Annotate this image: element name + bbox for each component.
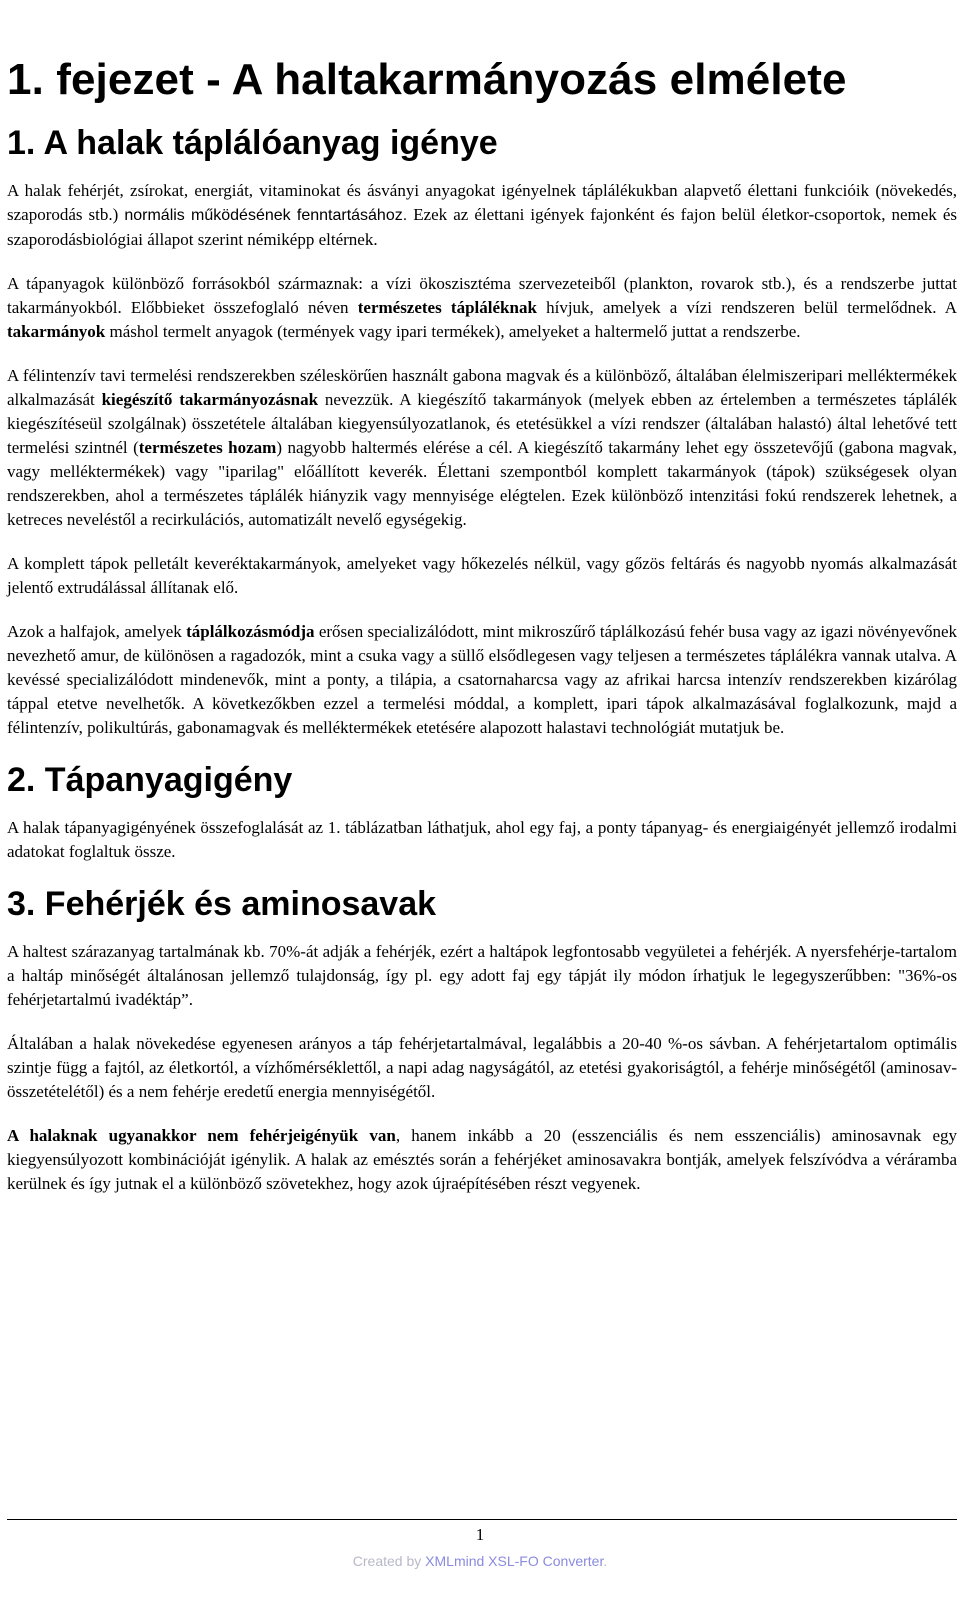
text-run: ) nagyobb haltermés elérése a cél. A kiegészítő takarmány lehet egy összetevőjű (gabona magvak, vagy melléktermékek) vagy "iparilag" előállított keverék. Élettani szempontból komplett takarmányok (tápok) szükségesek olyan rendszerekben, ahol a természetes táplálék hiányzik vagy mennyisége elégtelen. Ezek különböző intenzitási fokú rendszerek lehetnek, a ketreces neveléstől a recirkulációs, automatizált nevelő egységekig. (7, 438, 958, 529)
chapter-title: 1. fejezet - A haltakarmányozás elmélete (7, 55, 847, 104)
text-run: Ezek az élettani igények fajonként és fajon belül életkor-csoportok, nemek és szaporodásbiológiai állapot szerint némiképp eltérnek. (7, 205, 957, 249)
body-paragraph (7, 1032, 957, 1104)
bold-term: természetes tápláléknak (357, 298, 537, 317)
bold-term: természetes hozam (138, 438, 277, 457)
sections-container (7, 123, 957, 1196)
credit-suffix: . (603, 1553, 608, 1569)
credit-prefix: Created by (352, 1553, 426, 1569)
text-run: Azok a halfajok, amelyek (7, 622, 187, 641)
body-paragraph (7, 179, 957, 252)
text-run: normális működésének fenntartásához. (124, 207, 408, 224)
text-run: A komplett tápok pelletált keveréktakarmányok, amelyeket vagy hőkezelés nélkül, vagy gőzös feltárás és nagyobb nyomás alkalmazását jelentő extrudálással állítanak elő. (7, 554, 957, 597)
body-paragraph (7, 364, 957, 532)
page-number: 1 (475, 1525, 485, 1544)
body-paragraph (7, 816, 957, 864)
bold-term: kiegészítő takarmányozásnak (101, 390, 319, 409)
text-run: , hanem inkább a 20 (esszenciális és nem esszenciális) aminosavnak egy kiegyensúlyozott kombinációját igénylik. A halak az emésztés során a fehérjéket aminosavakra bontják, amelyek felszívódva a véráramba kerülnek és így jutnak el a különböző szövetekhez, hogy azok újraépítésében részt vegyenek. (7, 1126, 957, 1193)
body-paragraph (7, 272, 957, 344)
text-run: erősen specializálódott, mint mikroszűrő táplálkozású fehér busa vagy az igazi növényevőnek nevezhető amur, de különösen a ragadozók, mint a csuka vagy a süllő elsődlegesen vagy teljesen a természetes táplálékra vannak utalva. A kevéssé specializálódott mindenevők, mint a ponty, a tilápia, a csatornaharcsa vagy az afrikai harcsa intenzív rendszerekben kizárólag táppal etetve nevelhetők. A következőkben ezzel a termelési móddal, a komplett, ipari tápok alkalmazásával foglalkozunk, majd a félintenzív, polikultúrás, gabonamagvak és melléktermékek etetésére alapozott halastavi technológiát mutatjuk be. (7, 622, 958, 737)
footer-divider (7, 1519, 957, 1520)
converter-credit (0, 1551, 960, 1571)
body-paragraph (7, 552, 957, 600)
text-run: Általában a halak növekedése egyenesen arányos a táp fehérjetartalmával, legalábbis a 20-40 %-os sávban. A fehérjetartalom optimális szintje függ a fajtól, az életkortól, a vízhőmérséklettől, a napi adag nagyságától, az etetési gyakoriságtól, a fehérje minőségétől (aminosav-összetételétől) és a nem fehérje eredetű energia mennyiségétől. (7, 1034, 957, 1101)
body-paragraph (7, 1124, 957, 1196)
text-run: hívjuk, amelyek a vízi rendszeren belül termelődnek. A (536, 298, 957, 317)
text-run: máshol termelt anyagok (termények vagy ipari termékek), amelyeket a haltermelő juttat a rendszerbe. (105, 322, 801, 341)
bold-term: takarmányok (7, 322, 106, 341)
body-paragraph (7, 940, 957, 1012)
text-run: A tápanyagok különböző forrásokból származnak: a vízi ökoszisztéma szervezeteiből (plankton, rovarok stb.), és a rendszerbe juttat takarmányokból. Előbbieket összefoglaló néven (7, 274, 957, 317)
section-heading: 3. Fehérjék és aminosavak (7, 885, 437, 923)
text-run: A halak tápanyagigényének összefoglalását az 1. táblázatban láthatjuk, ahol egy faj, a ponty tápanyag- és energiaigényét jellemző irodalmi adatokat foglaltuk össze. (7, 818, 957, 861)
text-run: A félintenzív tavi termelési rendszerekben széleskörűen használt gabona magvak és a különböző, általában élelmiszeripari melléktermékek alkalmazását (7, 366, 957, 409)
section-heading: 1. A halak táplálóanyag igénye (7, 124, 498, 162)
text-run: A halak fehérjét, zsírokat, energiát, vitaminokat és ásványi anyagokat igényelnek táplálékukban alapvető élettani funkcióik (növekedés, szaporodás stb.) (7, 181, 957, 224)
document-page (7, 0, 957, 1196)
text-run: A haltest szárazanyag tartalmának kb. 70%-át adják a fehérjék, ezért a haltápok legfontosabb vegyületei a fehérjék. A nyersfehérje-tartalom a haltáp minőségét általánosan jellemző tulajdonság, így pl. egy adott faj egy tápját ily módon írhatjuk le legegyszerűbben: "36%-os fehérjetartalmú ivadéktáp”. (7, 942, 957, 1009)
bold-term: A halaknak ugyanakkor nem fehérjeigényük van (7, 1126, 396, 1145)
bold-term: táplálkozásmódja (186, 622, 315, 641)
body-paragraph (7, 620, 957, 740)
text-run: nevezzük. A kiegészítő takarmányok (melyek ebben az értelemben a természetes táplálék kiegészítéseül szolgálnak) összetétele általában kiegyensúlyozatlanok, és etetésükkel a vízi rendszer (általában halastó) által lehetővé tett termelési szintnél ( (7, 390, 958, 457)
credit-link[interactable]: XMLmind XSL-FO Converter (425, 1553, 604, 1569)
section-heading: 2. Tápanyagigény (7, 761, 293, 799)
